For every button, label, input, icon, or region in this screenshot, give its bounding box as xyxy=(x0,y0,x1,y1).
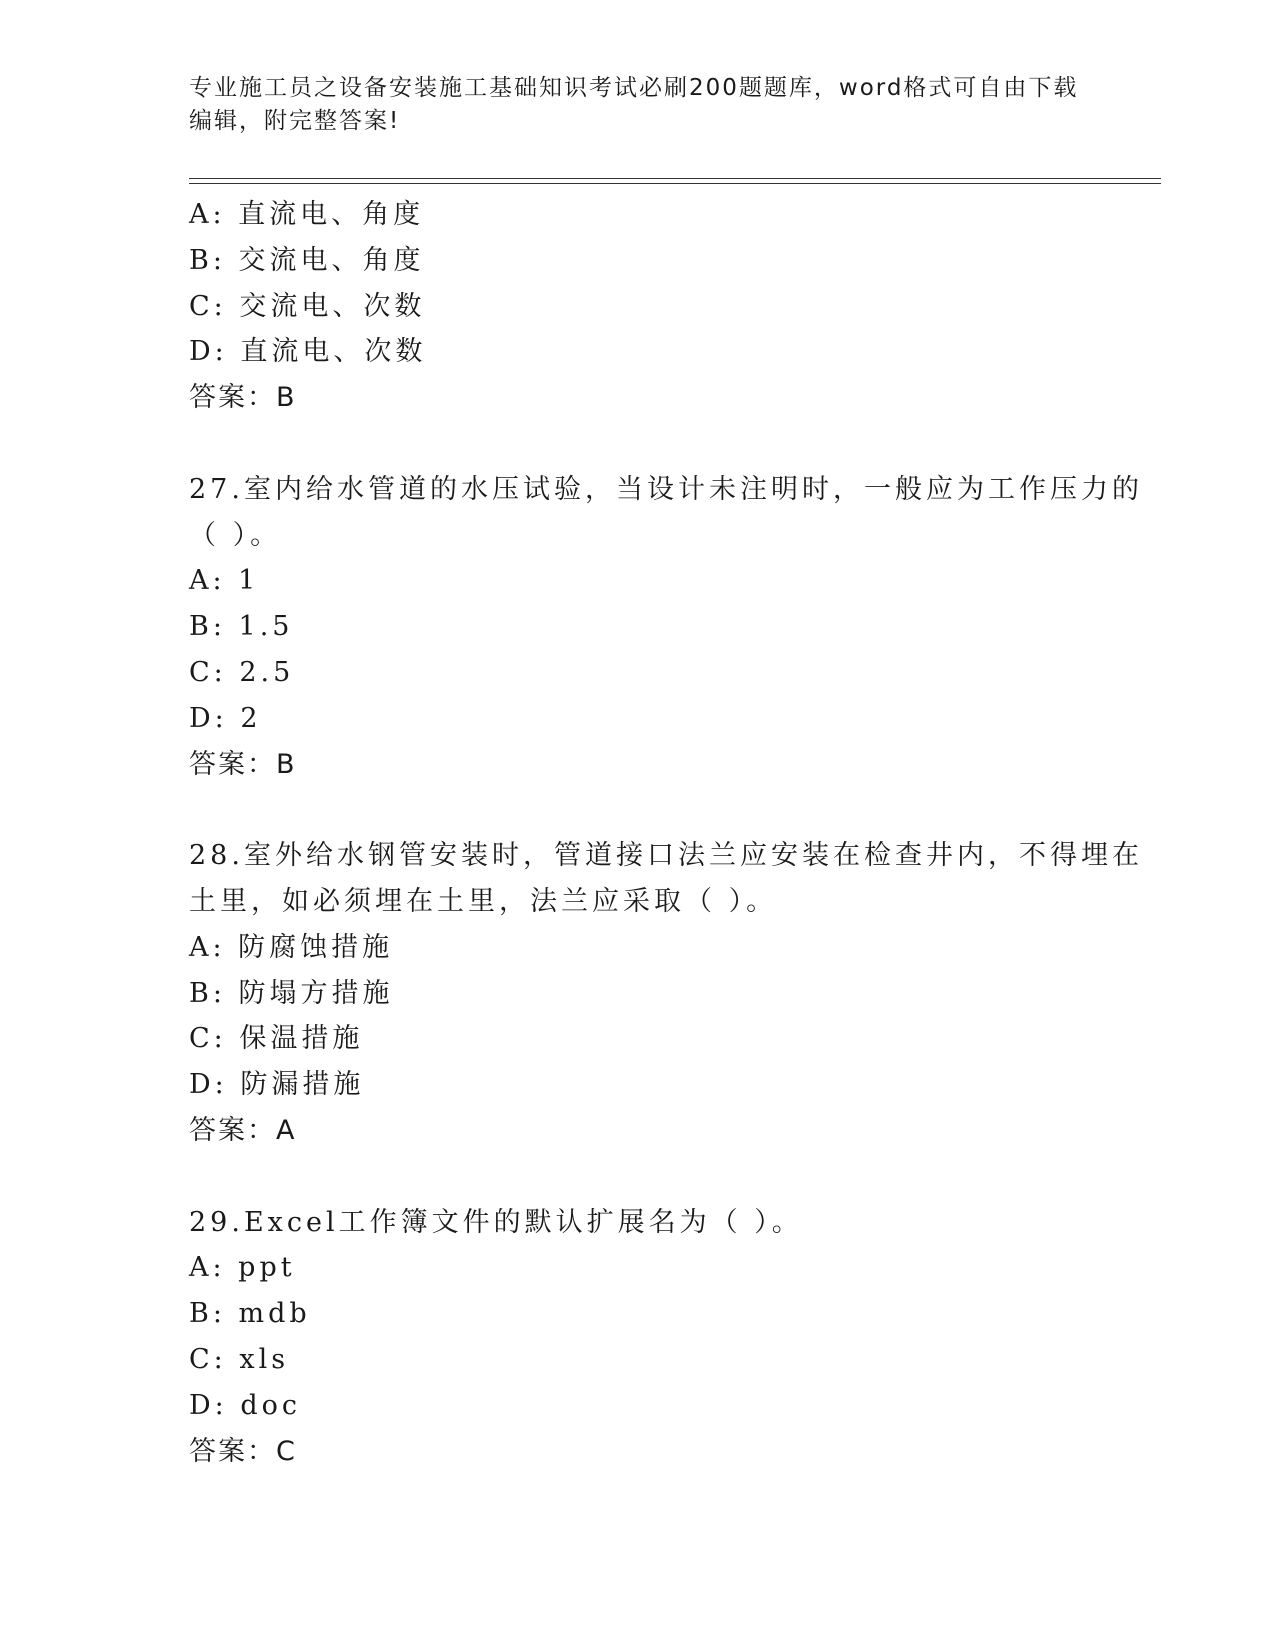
option-d: D: doc xyxy=(189,1389,301,1421)
answer: 答案：B xyxy=(189,382,297,414)
question-stem-line-2: （ ）。 xyxy=(189,519,282,551)
header-title-line-1: 专业施工员之设备安装施工基础知识考试必刷200题题库，word格式可自由下载 xyxy=(189,75,1079,101)
option-b: B: 1.5 xyxy=(189,611,294,643)
question-stem-line-1: 28.室外给水钢管安装时，管道接口法兰应安装在检查井内，不得埋在 xyxy=(189,840,1143,872)
question-27 xyxy=(189,467,1143,788)
option-c: C: 交流电、次数 xyxy=(189,290,426,322)
question-stem-line-2: 土里，如必须埋在土里，法兰应采取（ ）。 xyxy=(189,885,778,917)
document-header xyxy=(189,72,1089,138)
option-b: B: mdb xyxy=(189,1298,311,1330)
spacer xyxy=(189,787,1109,833)
answer: 答案：A xyxy=(189,1114,297,1146)
option-b: B: 交流电、角度 xyxy=(189,244,425,276)
option-a: A: ppt xyxy=(189,1252,296,1284)
question-stem-line-1: 29.Excel工作簿文件的默认扩展名为（ ）。 xyxy=(189,1206,803,1238)
answer: 答案：B xyxy=(189,748,297,780)
option-d: D: 防漏措施 xyxy=(189,1069,365,1101)
spacer xyxy=(189,421,1109,467)
option-a: A: 防腐蚀措施 xyxy=(189,931,394,963)
option-d: D: 直流电、次数 xyxy=(189,336,427,368)
question-list xyxy=(189,192,1143,1474)
option-a: A: 直流电、角度 xyxy=(189,199,425,230)
spacer xyxy=(189,1154,1109,1200)
question-28 xyxy=(189,833,1143,1154)
option-c: C: 2.5 xyxy=(189,656,295,688)
header-title-line-2: 编辑，附完整答案! xyxy=(189,108,401,134)
answer: 答案：C xyxy=(189,1435,297,1467)
option-a: A: 1 xyxy=(189,565,260,597)
option-c: C: 保温措施 xyxy=(189,1023,364,1055)
header-divider-bottom xyxy=(189,183,1161,184)
question-26-continued xyxy=(189,192,1109,421)
option-b: B: 防塌方措施 xyxy=(189,977,394,1009)
header-divider-top xyxy=(189,178,1161,179)
question-29 xyxy=(189,1200,1109,1475)
question-stem-line-1: 27.室内给水管道的水压试验，当设计未注明时，一般应为工作压力的 xyxy=(189,473,1143,505)
option-c: C: xls xyxy=(189,1343,290,1375)
option-d: D: 2 xyxy=(189,702,262,734)
